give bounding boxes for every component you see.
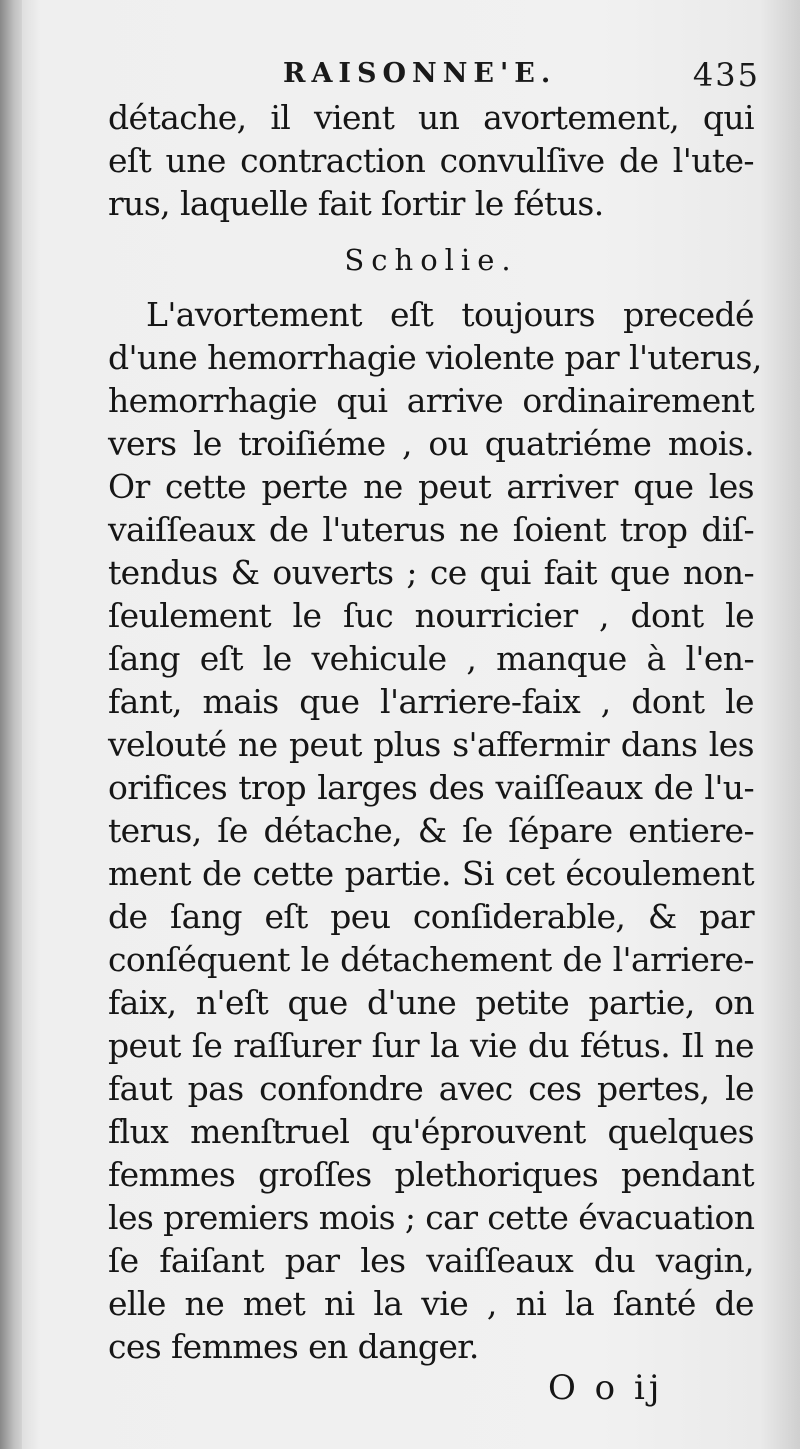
text-line: Or cette perte ne peut arriver que les <box>108 467 754 506</box>
text-line: rus, laquelle fait ſortir le fétus. <box>108 184 604 223</box>
text-block <box>108 96 762 1368</box>
text-line: tendus & ouverts ; ce qui fait que non- <box>108 553 754 592</box>
text-line: ſang eſt le vehicule , manque à l'en- <box>108 639 754 678</box>
text-line: hemorrhagie qui arrive ordinairement <box>108 381 754 420</box>
text-line: flux menſtruel qu'éprouvent quelques <box>108 1112 754 1151</box>
paragraph-continuation <box>108 96 754 225</box>
text-line: fant, mais que l'arriere-faix , dont le <box>108 682 754 721</box>
text-line: de ſang eſt peu conſiderable, & par <box>108 897 754 936</box>
text-line: conſéquent le détachement de l'arriere- <box>108 940 754 979</box>
text-line: femmes groſſes plethoriques pendant <box>108 1155 754 1194</box>
text-line: velouté ne peut plus s'affermir dans les <box>108 725 754 764</box>
running-head <box>108 52 760 102</box>
text-line: ſeulement le ſuc nourricier , dont le <box>108 596 754 635</box>
section-heading: Scholie. <box>344 243 518 277</box>
text-line: elle ne met ni la vie , ni la ſanté de <box>108 1284 754 1323</box>
text-line: ment de cette partie. Si cet écoulement <box>108 854 754 893</box>
text-line: ces femmes en danger. <box>108 1327 479 1366</box>
text-line: faix, n'eſt que d'une petite partie, on <box>108 983 754 1022</box>
text-line: peut ſe raſſurer ſur la vie du fétus. Il ne <box>108 1026 754 1065</box>
text-line: vers le troiſiéme , ou quatriéme mois. <box>108 424 754 463</box>
text-line: orifices trop larges des vaiſſeaux de l'u- <box>108 768 754 807</box>
text-line: ſe faiſant par les vaiſſeaux du vagin, <box>108 1241 754 1280</box>
signature-mark: O o ij <box>548 1368 664 1408</box>
text-line: vaiſſeaux de l'uterus ne ſoient trop diſ- <box>108 510 754 549</box>
page-number: 435 <box>692 56 760 94</box>
text-line: d'une hemorrhagie violente par l'uterus, <box>108 338 762 377</box>
text-line: faut pas confondre avec ces pertes, le <box>108 1069 754 1108</box>
text-line: détache, il vient un avortement, qui <box>108 98 754 137</box>
running-title: RAISONNE'E. <box>283 58 557 89</box>
text-line: terus, ſe détache, & ſe ſépare entiere- <box>108 811 754 850</box>
paragraph-scholie <box>108 293 762 1368</box>
text-line: L'avortement eſt toujours precedé <box>146 295 754 334</box>
text-line: les premiers mois ; car cette évacuation <box>108 1198 755 1237</box>
text-line: eſt une contraction convulſive de l'ute- <box>108 141 754 180</box>
